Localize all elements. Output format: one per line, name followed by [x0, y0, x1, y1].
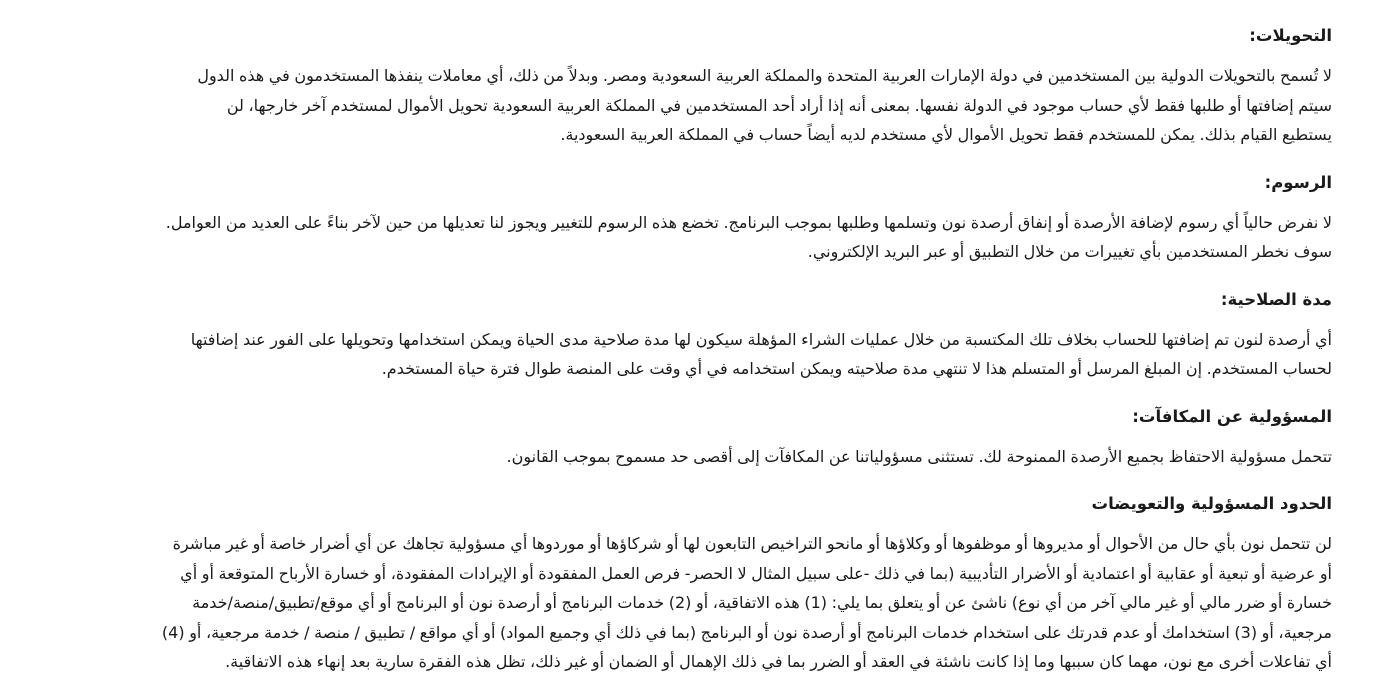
- section-fees: [60, 169, 1332, 267]
- paragraph-line: لن تتحمل نون بأي حال من الأحوال أو مديروها أو موظفوها أو وكلاؤها أو مانحو التراخيص التابعون لها أو شركاؤها أو موردوها أي مسؤولية تجاهك عن أي أضرار خاصة أو غير مباشرة: [172, 534, 1332, 553]
- section-heading: الحدود المسؤولية والتعويضات: [1091, 494, 1332, 513]
- paragraph-line: سوف نخطر المستخدمين بأي تغييرات من خلال التطبيق أو عبر البريد الإلكتروني.: [807, 242, 1332, 261]
- paragraph-line: يستطيع القيام بذلك. يمكن للمستخدم فقط تحويل الأموال لأي مستخدم لديه أيضاً حساب في المملكة العربية السعودية.: [560, 125, 1332, 144]
- paragraph-line: لا تُسمح بالتحويلات الدولية بين المستخدمين في دولة الإمارات العربية المتحدة والمملكة العربية السعودية ومصر. وبدلاً من ذلك، أي معاملات ينفذها المستخدمون في هذه الدول: [197, 66, 1332, 85]
- section-rewards-responsibility: [60, 403, 1332, 472]
- section-body: [60, 325, 1332, 384]
- section-body: [60, 442, 1332, 472]
- section-heading: التحويلات:: [1249, 26, 1332, 45]
- section-validity: [60, 286, 1332, 384]
- section-heading: الرسوم:: [1264, 172, 1332, 192]
- section-body: [60, 529, 1332, 677]
- paragraph-line: خسارة أو ضرر مالي أو غير مالي آخر من أي نوع) ناشئ عن أو يتعلق بما يلي: (1) هذه الاتفاقية، أو (2) خدمات البرنامج أو أرصدة نون أو البرنامج أو أي موقع/تطبيق/منصة/خدمة: [192, 593, 1332, 612]
- paragraph-line: أي تفاعلات أخرى مع نون، مهما كان سببها وما إذا كانت ناشئة في العقد أو الضرر بما في ذلك الإهمال أو الضمان أو غير ذلك، تظل هذه الفقرة سارية بعد إنهاء هذه الاتفاقية.: [225, 652, 1332, 671]
- paragraph-line: سيتم إضافتها أو طلبها فقط لأي حساب موجود في الدولة نفسها. بمعنى أنه إذا أراد أحد المستخدمين في المملكة العربية السعودية تحويل الأموال لمستخدم آخر خارجها، لن: [226, 95, 1332, 115]
- paragraph-line: لحساب المستخدم. إن المبلغ المرسل أو المتسلم هذا لا تنتهي مدة صلاحيته ويمكن استخدامه في أي وقت على المنصة طوال فترة حياة المستخدم.: [381, 359, 1332, 378]
- paragraph-line: أو عرضية أو تبعية أو عقابية أو اعتمادية أو الأضرار التأديبية (بما في ذلك -على سبيل المثال لا الحصر- فرص العمل المفقودة أو الإيرادات المفقودة، أو خسارة الأرباح المتوقعة أو أي: [180, 563, 1332, 583]
- paragraph-line: مرجعية، أو (3) استخدامك أو عدم قدرتك على استخدام خدمات البرنامج أو أرصدة نون أو البرنامج (بما في ذلك أي وجميع المواد) أو أي مواقع / تطبيق / منصة / خدمة مرجعية، أو (4): [161, 622, 1332, 642]
- paragraph-line: تتحمل مسؤولية الاحتفاظ بجميع الأرصدة الممنوحة لك. تستثنى مسؤولياتنا عن المكافآت إلى أقصى حد مسموح بموجب القانون.: [506, 446, 1332, 466]
- section-transfers: [60, 22, 1332, 150]
- section-body: [60, 208, 1332, 267]
- paragraph-line: أي أرصدة لنون تم إضافتها للحساب بخلاف تلك المكتسبة من خلال عمليات الشراء المؤهلة سيكون لها مدة صلاحية مدى الحياة ويمكن استخدامها وتحويلها على الفور عند إضافتها: [190, 329, 1332, 349]
- section-heading: مدة الصلاحية:: [1220, 289, 1332, 309]
- section-heading: المسؤولية عن المكافآت:: [1132, 406, 1332, 426]
- section-body: [60, 61, 1332, 150]
- section-liability-limits: [60, 490, 1332, 677]
- paragraph-line: لا نفرض حالياً أي رسوم لإضافة الأرصدة أو إنفاق أرصدة نون وتسلمها وطلبها بموجب البرنامج. تخضع هذه الرسوم للتغيير ويجوز لنا تعديلها من حين لآخر بناءً على العديد من العوامل.: [165, 212, 1332, 232]
